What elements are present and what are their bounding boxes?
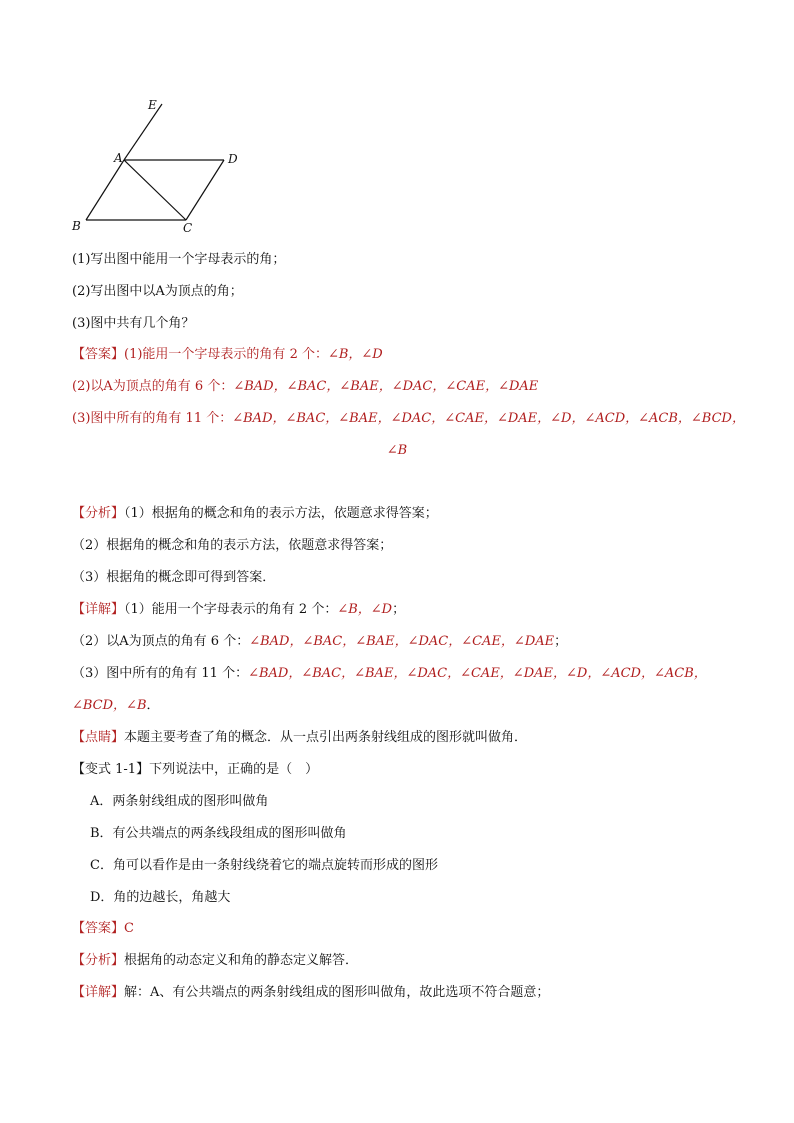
variant-answer-tag: 【答案】 [72,921,125,936]
variant-answer-value: C [124,921,134,936]
option-d: D．角的边越长，角越大 [90,890,231,905]
option-c: C．角可以看作是由一条射线绕着它的端点旋转而形成的图形 [90,858,438,873]
segment-ac [124,160,186,220]
answer-tag: 【答案】 [72,347,125,362]
geometry-figure [60,96,260,238]
variant-question-line [72,761,318,779]
option-a: A．两条射线组成的图形叫做角 [90,794,269,809]
analysis-line-1 [72,505,438,523]
detail-3-prefix: （3）图中所有的角有 11 个： [72,666,249,681]
question-3: (3)图中共有几个角？ [72,316,195,331]
detail-1-prefix: （1）能用一个字母表示的角有 2 个： [124,602,338,617]
variant-detail-tag: 【详解】 [72,985,125,1000]
label-e: E [148,98,157,112]
question-1: (1)写出图中能用一个字母表示的角； [72,252,286,267]
label-c: C [183,221,193,235]
variant-detail-text: 解：A、有公共端点的两条射线组成的图形叫做角，故此选项不符合题意； [124,985,550,1000]
detail-3-value-2: ∠BCD，∠B [72,698,147,713]
answer-1-prefix: (1)能用一个字母表示的角有 2 个： [124,347,328,362]
comment-text: 本题主要考查了角的概念．从一点引出两条射线组成的图形就叫做角． [124,730,528,745]
detail-2-value: ∠BAD，∠BAC，∠BAE，∠DAC，∠CAE，∠DAE [249,634,555,649]
analysis-tag: 【分析】 [72,506,125,521]
comment-tag: 【点睛】 [72,730,125,745]
answer-3-value: ∠BAD，∠BAC，∠BAE，∠DAC，∠CAE，∠DAE，∠D，∠ACD，∠ACB，∠BCD， [232,411,745,426]
label-b: B [72,219,81,233]
analysis-line-3: （3）根据角的概念即可得到答案． [72,570,276,585]
detail-line-2 [72,633,567,651]
detail-tag: 【详解】 [72,602,125,617]
variant-tag: 【变式 1-1】 [72,762,150,777]
analysis-line-2: （2）根据角的概念和角的表示方法，依题意求得答案； [72,538,393,553]
segment-dc [186,160,224,220]
answer-line-1 [72,346,383,364]
ray-ae [124,104,162,160]
detail-3-value: ∠BAD，∠BAC，∠BAE，∠DAC，∠CAE，∠DAE，∠D，∠ACD，∠ACB， [248,666,707,681]
answer-line-3-continued [0,442,794,460]
variant-detail-line [72,984,549,1002]
variant-analysis-line [72,952,358,970]
detail-3-suffix: ． [146,698,160,713]
answer-3-prefix: (3)图中所有的角有 11 个： [72,411,233,426]
variant-analysis-tag: 【分析】 [72,953,125,968]
answer-1-value: ∠B，∠D [327,347,383,362]
answer-line-2 [72,378,538,396]
figure-svg [60,96,260,238]
variant-analysis-text: 根据角的动态定义和角的静态定义解答． [124,953,359,968]
comment-line [72,729,527,747]
answer-2-value: ∠BAD，∠BAC，∠BAE，∠DAC，∠CAE，∠DAE [233,379,539,394]
answer-3-last: ∠B [386,443,408,458]
analysis-1: （1）根据角的概念和角的表示方法，依题意求得答案； [124,506,438,521]
variant-answer-line [72,920,134,938]
detail-line-3 [72,665,707,683]
answer-line-3 [72,410,745,428]
detail-1-value: ∠B，∠D [337,602,393,617]
segment-ab [86,160,124,220]
variant-question: 下列说法中，正确的是（ ） [149,762,319,777]
detail-line-4 [72,697,160,715]
label-d: D [228,152,238,166]
detail-line-1 [72,601,405,619]
detail-2-prefix: （2）以A为顶点的角有 6 个： [72,634,250,649]
detail-1-suffix: ； [392,602,406,617]
detail-2-suffix: ； [554,634,568,649]
option-b: B．有公共端点的两条线段组成的图形叫做角 [90,826,347,841]
answer-2-prefix: (2)以A为顶点的角有 6 个： [72,379,234,394]
label-a: A [114,151,123,165]
question-2: (2)写出图中以A为顶点的角； [72,284,243,299]
